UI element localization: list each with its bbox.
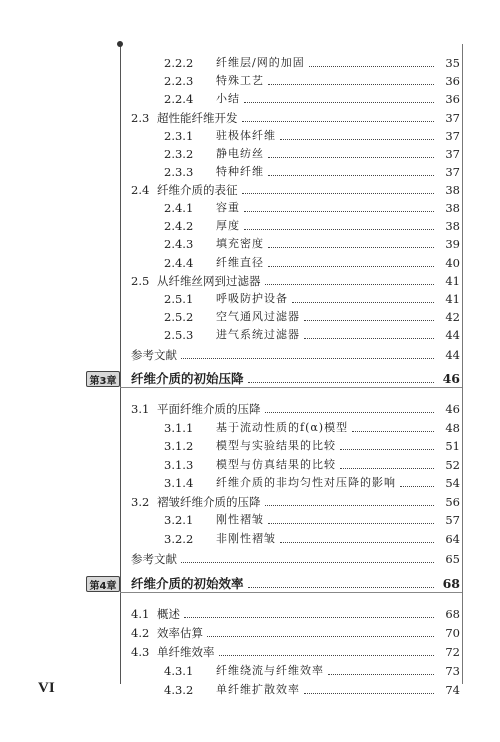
toc-subsection-entry[interactable] — [0, 419, 460, 437]
toc-entry-page: 68 — [442, 576, 460, 591]
toc-entry-title: 非刚性褶皱 — [216, 532, 276, 545]
toc-entry-title: 呼吸防护设备 — [216, 292, 288, 305]
toc-leader-dots — [280, 139, 434, 140]
toc-entry-number: 2.2.2 — [164, 56, 194, 70]
toc-leader-dots — [242, 121, 435, 122]
toc-entry-title: 驻极体纤维 — [216, 129, 276, 142]
toc-entry-number: 4.3.2 — [164, 683, 194, 697]
toc-leader-dots — [268, 84, 434, 85]
toc-entry-number: 2.4.2 — [164, 219, 194, 233]
toc-section-entry[interactable] — [0, 493, 460, 511]
toc-entry-number: 3.1.4 — [164, 476, 194, 490]
toc-references-entry[interactable] — [0, 550, 460, 568]
toc-entry-page: 36 — [445, 92, 460, 106]
toc-entry-number: 4.3 — [131, 645, 150, 659]
toc-leader-dots — [248, 382, 434, 383]
toc-leader-dots — [265, 505, 435, 506]
toc-entry-page: 44 — [445, 328, 460, 342]
toc-entry-title: 纤维介质的表征 — [157, 183, 238, 197]
chapter-badge: 第4章 — [86, 576, 120, 592]
toc-leader-dots — [304, 320, 434, 321]
toc-entry-page: 68 — [445, 607, 460, 621]
toc-entry-page: 37 — [445, 129, 460, 143]
toc-entry-page: 51 — [445, 439, 460, 453]
toc-entry-page: 73 — [445, 664, 460, 678]
toc-chapter-entry[interactable] — [0, 370, 460, 388]
toc-entry-number: 2.5 — [131, 274, 150, 288]
toc-leader-dots — [304, 693, 434, 694]
toc-entry-page: 46 — [445, 402, 460, 416]
toc-entry-number: 4.3.1 — [164, 664, 194, 678]
toc-entry-title: 纤维直径 — [216, 256, 264, 269]
toc-entry-number: 4.2 — [131, 626, 150, 640]
toc-entry-title: 模型与实验结果的比较 — [216, 439, 336, 452]
toc-subsection-entry[interactable] — [0, 54, 460, 72]
toc-entry-title: 空气通风过滤器 — [216, 310, 300, 323]
toc-subsection-entry[interactable] — [0, 290, 460, 308]
toc-leader-dots — [268, 266, 434, 267]
toc-leader-dots — [268, 247, 434, 248]
toc-entry-title: 参考文献 — [131, 348, 177, 362]
toc-subsection-entry[interactable] — [0, 145, 460, 163]
toc-entry-number: 2.3 — [131, 111, 150, 125]
toc-subsection-entry[interactable] — [0, 437, 460, 455]
toc-entry-title: 特种纤维 — [216, 165, 264, 178]
toc-section-entry[interactable] — [0, 400, 460, 418]
toc-entry-page: 36 — [445, 74, 460, 88]
toc-section-entry[interactable] — [0, 109, 460, 127]
toc-leader-dots — [184, 617, 434, 618]
toc-entry-title: 静电纺丝 — [216, 147, 264, 160]
toc-subsection-entry[interactable] — [0, 217, 460, 235]
toc-leader-dots — [340, 468, 434, 469]
toc-subsection-entry[interactable] — [0, 308, 460, 326]
toc-subsection-entry[interactable] — [0, 456, 460, 474]
toc-subsection-entry[interactable] — [0, 90, 460, 108]
toc-entry-title: 纤维绕流与纤维效率 — [216, 664, 324, 677]
toc-entry-page: 56 — [445, 495, 460, 509]
toc-leader-dots — [248, 587, 434, 588]
toc-entry-title: 从纤维丝网到过滤器 — [157, 274, 261, 288]
toc-entry-title: 纤维介质的非均匀性对压降的影响 — [216, 476, 396, 489]
toc-entry-page: 37 — [445, 147, 460, 161]
toc-subsection-entry[interactable] — [0, 127, 460, 145]
toc-leader-dots — [219, 655, 435, 656]
toc-entry-number: 2.4.3 — [164, 237, 194, 251]
toc-subsection-entry[interactable] — [0, 199, 460, 217]
toc-leader-dots — [244, 229, 434, 230]
toc-leader-dots — [244, 102, 434, 103]
toc-entry-title: 纤维层/网的加固 — [216, 56, 305, 69]
toc-entry-number: 4.1 — [131, 607, 150, 621]
toc-entry-number: 2.2.3 — [164, 74, 194, 88]
toc-entry-number: 2.5.1 — [164, 292, 194, 306]
toc-section-entry[interactable] — [0, 643, 460, 661]
toc-leader-dots — [265, 412, 435, 413]
toc-entry-page: 72 — [445, 645, 460, 659]
toc-entry-page: 46 — [442, 371, 460, 386]
toc-entry-number: 2.3.1 — [164, 129, 194, 143]
page-folio: VI — [38, 680, 55, 696]
toc-entry-number: 2.4.1 — [164, 201, 194, 215]
toc-entry-number: 3.2.2 — [164, 532, 194, 546]
toc-entry-page: 41 — [445, 274, 460, 288]
toc-entry-number: 3.2 — [131, 495, 150, 509]
toc-leader-dots — [244, 211, 434, 212]
toc-entry-title: 特殊工艺 — [216, 74, 264, 87]
toc-entry-page: 41 — [445, 292, 460, 306]
toc-entry-title: 刚性褶皱 — [216, 513, 264, 526]
toc-subsection-entry[interactable] — [0, 163, 460, 181]
toc-entry-title: 平面纤维介质的压降 — [157, 402, 261, 416]
toc-entry-page: 38 — [445, 219, 460, 233]
toc-leader-dots — [328, 674, 434, 675]
toc-entry-number: 2.3.2 — [164, 147, 194, 161]
toc-chapter-entry[interactable] — [0, 575, 460, 593]
toc-leader-dots — [181, 358, 434, 359]
toc-entry-number: 3.2.1 — [164, 513, 194, 527]
toc-subsection-entry[interactable] — [0, 681, 460, 699]
toc-subsection-entry[interactable] — [0, 530, 460, 548]
toc-entry-title: 概述 — [157, 607, 180, 621]
toc-entry-page: 52 — [445, 458, 460, 472]
toc-entry-page: 65 — [445, 552, 460, 566]
toc-subsection-entry[interactable] — [0, 72, 460, 90]
toc-entry-title: 纤维介质的初始压降 — [131, 371, 244, 386]
toc-entry-number: 3.1 — [131, 402, 150, 416]
toc-entry-number: 2.3.3 — [164, 165, 194, 179]
toc-entry-page: 57 — [445, 513, 460, 527]
toc-entry-page: 74 — [445, 683, 460, 697]
toc-entry-number: 2.2.4 — [164, 92, 194, 106]
toc-leader-dots — [304, 338, 434, 339]
toc-entry-page: 37 — [445, 165, 460, 179]
toc-entry-page: 42 — [445, 310, 460, 324]
toc-leader-dots — [268, 157, 434, 158]
toc-subsection-entry[interactable] — [0, 254, 460, 272]
toc-leader-dots — [268, 523, 434, 524]
toc-entry-page: 44 — [445, 348, 460, 362]
toc-leader-dots — [400, 486, 434, 487]
toc-subsection-entry[interactable] — [0, 326, 460, 344]
toc-section-entry[interactable] — [0, 605, 460, 623]
toc-section-entry[interactable] — [0, 624, 460, 642]
toc-entry-number: 3.1.1 — [164, 421, 194, 435]
toc-entry-page: 38 — [445, 183, 460, 197]
toc-entry-title: 褶皱纤维介质的压降 — [157, 495, 261, 509]
toc-entry-page: 40 — [445, 256, 460, 270]
toc-entry-title: 单纤维扩散效率 — [216, 683, 300, 696]
toc-leader-dots — [309, 66, 434, 67]
toc-entry-title: 参考文献 — [131, 552, 177, 566]
toc-entry-number: 2.4 — [131, 183, 150, 197]
toc-leader-dots — [207, 636, 434, 637]
toc-subsection-entry[interactable] — [0, 662, 460, 680]
toc-entry-number: 2.5.2 — [164, 310, 194, 324]
toc-section-entry[interactable] — [0, 181, 460, 199]
chapter-badge: 第3章 — [86, 371, 120, 387]
toc-leader-dots — [242, 193, 435, 194]
toc-entry-title: 容重 — [216, 201, 240, 214]
toc-entry-page: 38 — [445, 201, 460, 215]
toc-leader-dots — [352, 431, 434, 432]
toc-entry-title: 基于流动性质的f(α)模型 — [216, 421, 349, 434]
toc-entry-page: 54 — [445, 476, 460, 490]
toc-leader-dots — [292, 302, 434, 303]
toc-entry-page: 64 — [445, 532, 460, 546]
toc-entry-title: 厚度 — [216, 219, 240, 232]
toc-entry-page: 70 — [445, 626, 460, 640]
toc-entry-page: 37 — [445, 111, 460, 125]
toc-entry-title: 小结 — [216, 92, 240, 105]
toc-section-entry[interactable] — [0, 272, 460, 290]
toc-entry-title: 单纤维效率 — [157, 645, 215, 659]
toc-entry-title: 进气系统过滤器 — [216, 328, 300, 341]
toc-entry-title: 纤维介质的初始效率 — [131, 576, 244, 591]
toc-subsection-entry[interactable] — [0, 474, 460, 492]
toc-entry-title: 效率估算 — [157, 626, 203, 640]
toc-subsection-entry[interactable] — [0, 511, 460, 529]
toc-leader-dots — [181, 562, 434, 563]
toc-entry-number: 2.5.3 — [164, 328, 194, 342]
toc-entry-title: 超性能纤维开发 — [157, 111, 238, 125]
toc-entry-title: 填充密度 — [216, 237, 264, 250]
toc-entry-page: 39 — [445, 237, 460, 251]
toc-subsection-entry[interactable] — [0, 235, 460, 253]
toc-leader-dots — [265, 284, 435, 285]
toc-leader-dots — [280, 542, 434, 543]
toc-entry-page: 48 — [445, 421, 460, 435]
toc-references-entry[interactable] — [0, 346, 460, 364]
toc-entry-number: 3.1.3 — [164, 458, 194, 472]
toc-entry-number: 2.4.4 — [164, 256, 194, 270]
toc-entry-title: 模型与仿真结果的比较 — [216, 458, 336, 471]
toc-leader-dots — [340, 449, 434, 450]
toc-leader-dots — [268, 175, 434, 176]
toc-entry-page: 35 — [445, 56, 460, 70]
toc-entry-number: 3.1.2 — [164, 439, 194, 453]
